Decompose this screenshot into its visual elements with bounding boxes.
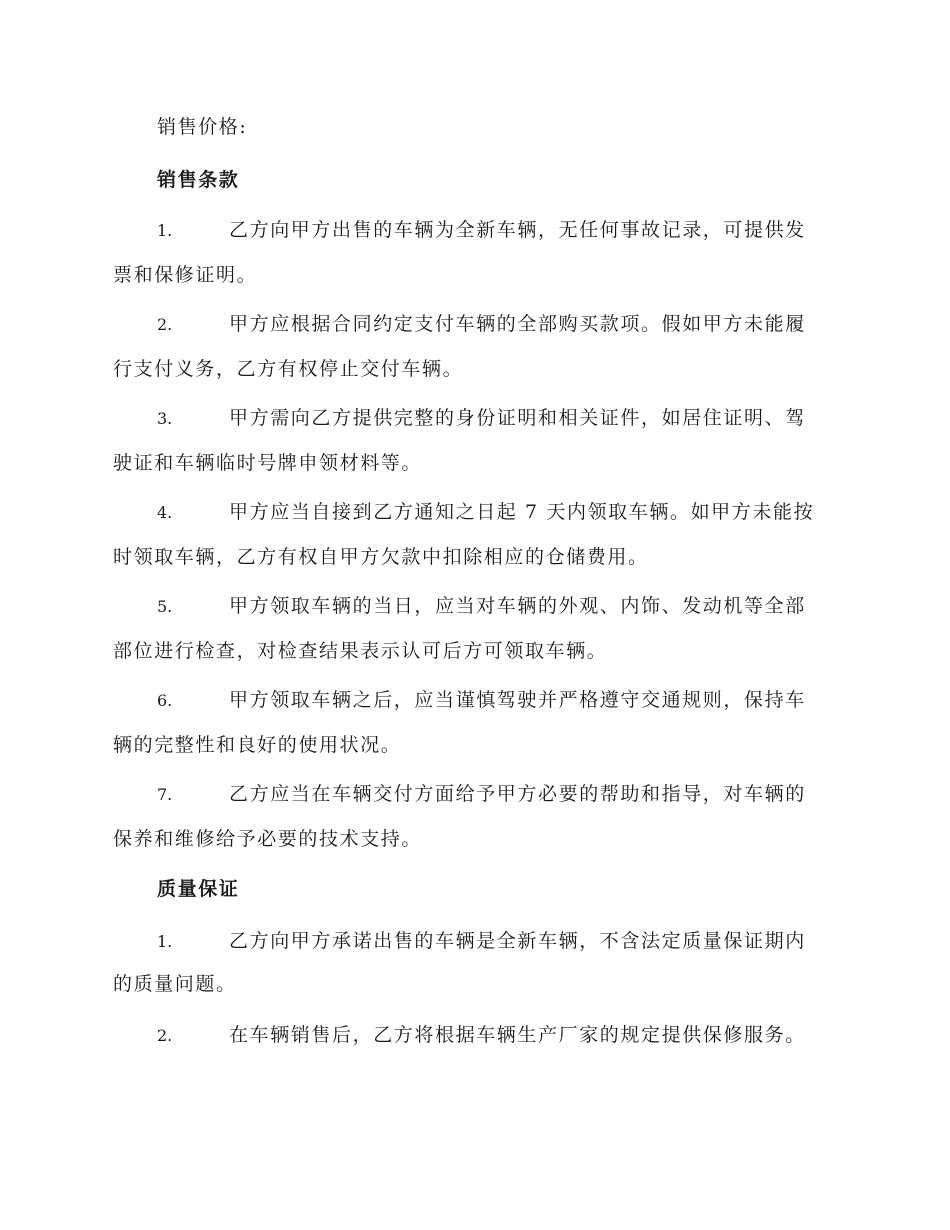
sales-item-number: 5. xyxy=(157,597,173,616)
sales-item-number: 7. xyxy=(157,785,173,804)
quality-heading: 质量保证 xyxy=(157,878,240,900)
sales-item-text: 甲方需向乙方提供完整的身份证明和相关证件，如居住证明、驾 xyxy=(229,407,806,429)
quality-item-text: 乙方向甲方承诺出售的车辆是全新车辆，不含法定质量保证期内 xyxy=(229,930,806,952)
sales-item-text: 甲方领取车辆的当日，应当对车辆的外观、内饰、发动机等全部 xyxy=(229,595,806,617)
sales-item-text-cont: 驶证和车辆临时号牌申领材料等。 xyxy=(113,452,423,474)
sales-item-number: 3. xyxy=(157,409,173,428)
quality-item-number: 2. xyxy=(157,1026,173,1045)
sales-item-text: 甲方领取车辆之后，应当谨慎驾驶并严格遵守交通规则，保持车 xyxy=(229,689,806,711)
quality-item-text: 在车辆销售后，乙方将根据车辆生产厂家的规定提供保修服务。 xyxy=(229,1024,806,1046)
quality-item-number: 1. xyxy=(157,932,173,951)
price-label: 销售价格: xyxy=(157,116,248,138)
sales-item-text-cont: 保养和维修给予必要的技术支持。 xyxy=(113,828,423,850)
sales-item-text-cont: 时领取车辆，乙方有权自甲方欠款中扣除相应的仓储费用。 xyxy=(113,546,649,568)
sales-item-text: 甲方应当自接到乙方通知之日起 7 天内领取车辆。如甲方未能按 xyxy=(229,501,815,523)
sales-item-text-cont: 行支付义务，乙方有权停止交付车辆。 xyxy=(113,358,464,380)
sales-item-number: 6. xyxy=(157,691,173,710)
sales-item-text: 甲方应根据合同约定支付车辆的全部购买款项。假如甲方未能履 xyxy=(229,313,806,335)
sales-item-text-cont: 部位进行检查，对检查结果表示认可后方可领取车辆。 xyxy=(113,640,608,662)
sales-item-text-cont: 票和保修证明。 xyxy=(113,264,258,286)
sales-item-number: 4. xyxy=(157,503,173,522)
sales-item-text-cont: 辆的完整性和良好的使用状况。 xyxy=(113,734,402,756)
sales-item-text: 乙方应当在车辆交付方面给予甲方必要的帮助和指导，对车辆的 xyxy=(229,783,806,805)
sales-item-number: 1. xyxy=(157,221,173,240)
sales-terms-heading: 销售条款 xyxy=(157,169,240,191)
sales-item-number: 2. xyxy=(157,315,173,334)
quality-item-text-cont: 的质量问题。 xyxy=(113,973,237,995)
sales-item-text: 乙方向甲方出售的车辆为全新车辆，无任何事故记录，可提供发 xyxy=(229,219,806,241)
